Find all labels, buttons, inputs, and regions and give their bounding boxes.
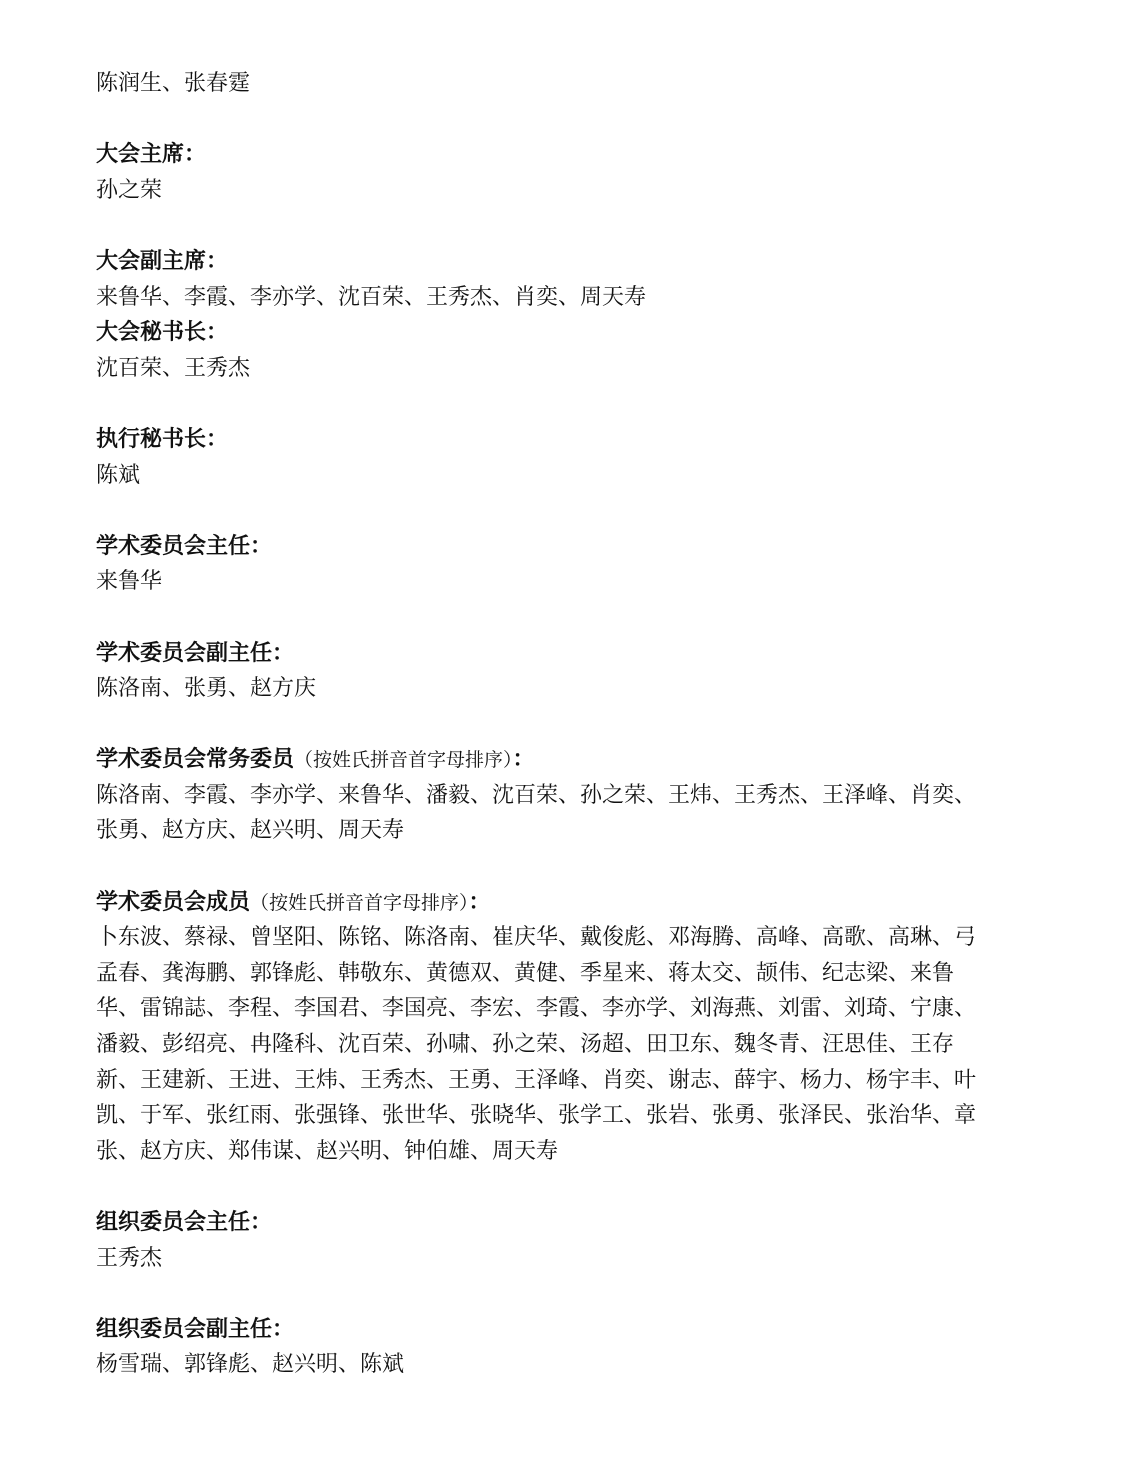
spacer [96,208,1026,244]
exec-secretary-heading: 执行秘书长： [96,426,229,452]
academic-vice-director-heading: 学术委员会副主任： [96,640,295,666]
secretary-general-names: 沈百荣、王秀杰 [96,355,251,381]
academic-standing-line: 陈洛南、李霞、李亦学、来鲁华、潘毅、沈百荣、孙之荣、王炜、王秀杰、王泽峰、肖奕、 [96,782,977,808]
chair-heading: 大会主席： [96,142,207,168]
academic-members-line: 凯、于军、张红雨、张强锋、张世华、张晓华、张学工、张岩、张勇、张泽民、张治华、章 [96,1103,977,1129]
chair-names: 孙之荣 [96,177,163,203]
spacer [96,386,1026,422]
academic-members-line: 孟春、龚海鹏、郭锋彪、韩敬东、黄德双、黄健、季星来、蒋太交、颉伟、纪志梁、来鲁 [96,960,955,986]
spacer [96,1276,1026,1312]
spacer [96,493,1026,529]
spacer [96,707,1026,743]
org-director-names: 王秀杰 [96,1245,163,1271]
vice-chair-heading: 大会副主席： [96,248,229,274]
academic-members-note: （按姓氏拼音首字母排序） [250,891,469,914]
academic-members-heading: 学术委员会成员 [96,889,251,915]
academic-standing-heading: 学术委员会常务委员 [96,747,295,773]
academic-members-line: 新、王建新、王进、王炜、王秀杰、王勇、王泽峰、肖奕、谢志、薛宇、杨力、杨宇丰、叶 [96,1067,977,1093]
academic-members-line: 潘毅、彭绍亮、冉隆科、沈百荣、孙啸、孙之荣、汤超、田卫东、魏冬青、汪思佳、王存 [96,1032,955,1058]
academic-members-line: 华、雷锦誌、李程、李国君、李国亮、李宏、李霞、李亦学、刘海燕、刘雷、刘琦、宁康、 [96,996,977,1022]
academic-director-names: 来鲁华 [96,569,163,595]
secretary-general-heading: 大会秘书长： [96,320,229,346]
document-page [96,66,1026,1383]
academic-standing-note: （按姓氏拼音首字母排序） [294,749,513,772]
academic-standing-heading-line [96,742,1026,778]
org-vice-director-heading: 组织委员会副主任： [96,1316,295,1342]
spacer [96,849,1026,885]
academic-members-line: 卜东波、蔡禄、曾坚阳、陈铭、陈洛南、崔庆华、戴俊彪、邓海腾、高峰、高歌、高琳、弓 [96,925,977,951]
academic-standing-colon: ： [512,747,535,773]
org-director-heading: 组织委员会主任： [96,1210,273,1235]
academic-vice-director-names: 陈洛南、张勇、赵方庆 [96,676,317,702]
spacer [96,600,1026,636]
vice-chair-names: 来鲁华、李霞、李亦学、沈百荣、王秀杰、肖奕、周天寿 [96,284,647,310]
academic-members-line: 张、赵方庆、郑伟谋、赵兴明、钟伯雄、周天寿 [96,1138,559,1164]
exec-secretary-names: 陈斌 [96,462,141,488]
spacer [96,1169,1026,1205]
academic-members-heading-line [96,885,1026,921]
academic-members-colon: ： [468,889,491,915]
top-names: 陈润生、张春霆 [96,71,251,96]
org-vice-director-names: 杨雪瑞、郭锋彪、赵兴明、陈斌 [96,1352,405,1378]
spacer [96,102,1026,138]
academic-standing-line: 张勇、赵方庆、赵兴明、周天寿 [96,818,405,844]
academic-director-heading: 学术委员会主任： [96,533,273,559]
